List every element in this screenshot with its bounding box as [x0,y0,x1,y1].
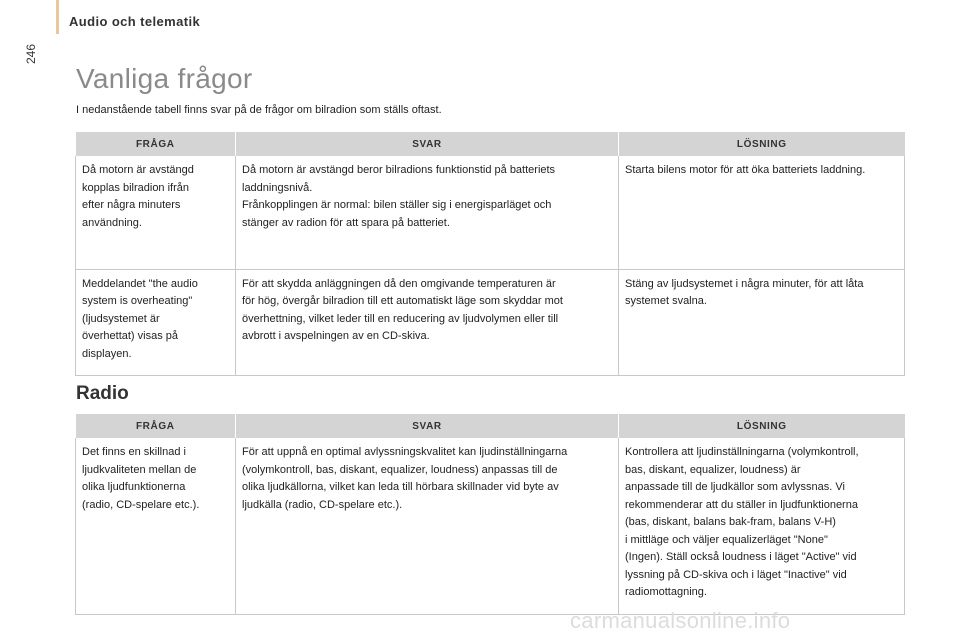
column-header-solution: LÖSNING [619,414,905,438]
table-row [76,156,905,269]
watermark: carmanualsonline.info [570,608,791,633]
radio-table [75,414,905,615]
intro-text: I nedanstående tabell finns svar på de frågor om bilradion som ställs oftast. [76,104,442,116]
answer-cell: För att uppnå en optimal avlyssningskvalitet kan ljudinställningarna (volymkontroll, bas, diskant, equalizer, loudness) anpassas till de olika ljudkällorna, vilket kan leda till hörbara skillnader vid byte av ljudkälla (radio, CD-spelare etc.). [236,438,619,614]
page-number: 246 [24,43,38,64]
section-header: Audio och telematik [69,14,201,29]
answer-cell: För att skydda anläggningen då den omgivande temperaturen är för hög, övergår bilradion till ett automatiskt läge som skyddar mot överhettning, vilket leder till en reducering av ljudvolymen eller till avbrott i avspelningen av en CD-skiva. [236,269,619,376]
question-cell: Det finns en skillnad i ljudkvaliteten mellan de olika ljudfunktionerna (radio, CD-spelare etc.). [76,438,236,614]
column-header-solution: LÖSNING [619,132,905,156]
answer-cell: Då motorn är avstängd beror bilradions funktionstid på batteriets laddningsnivå. Frånkopplingen är normal: bilen ställer sig i energisparläget och stänger av radion för att spara på batteriet. [236,156,619,269]
question-cell: Då motorn är avstängd kopplas bilradion ifrån efter några minuters användning. [76,156,236,269]
column-header-question: FRÅGA [76,132,236,156]
solution-cell: Starta bilens motor för att öka batteriets laddning. [619,156,905,269]
page-title: Vanliga frågor [76,63,253,94]
column-header-question: FRÅGA [76,414,236,438]
table-row [76,269,905,376]
header-accent-bar [56,0,59,34]
table-row [76,438,905,614]
solution-cell: Kontrollera att ljudinställningarna (volymkontroll, bas, diskant, equalizer, loudness) är anpassade till de ljudkällor som avlyssnas. Vi rekommenderar att du ställer in ljudfunktionerna (bas, diskant, balans bak-fram, balans V-H) i mittläge och väljer equalizerläget "None" (Ingen). Ställ också loudness i läget "Active" vid lyssning på CD-skiva och i läget "Inactive" vid radiomottagning. [619,438,905,614]
column-header-answer: SVAR [236,132,619,156]
question-cell: Meddelandet "the audio system is overheating" (ljudsystemet är överhettat) visas på displayen. [76,269,236,376]
column-header-answer: SVAR [236,414,619,438]
table-header-row [76,414,905,438]
table-header-row [76,132,905,156]
radio-heading: Radio [76,383,129,404]
solution-cell: Stäng av ljudsystemet i några minuter, för att låta systemet svalna. [619,269,905,376]
faq-table [75,132,905,376]
